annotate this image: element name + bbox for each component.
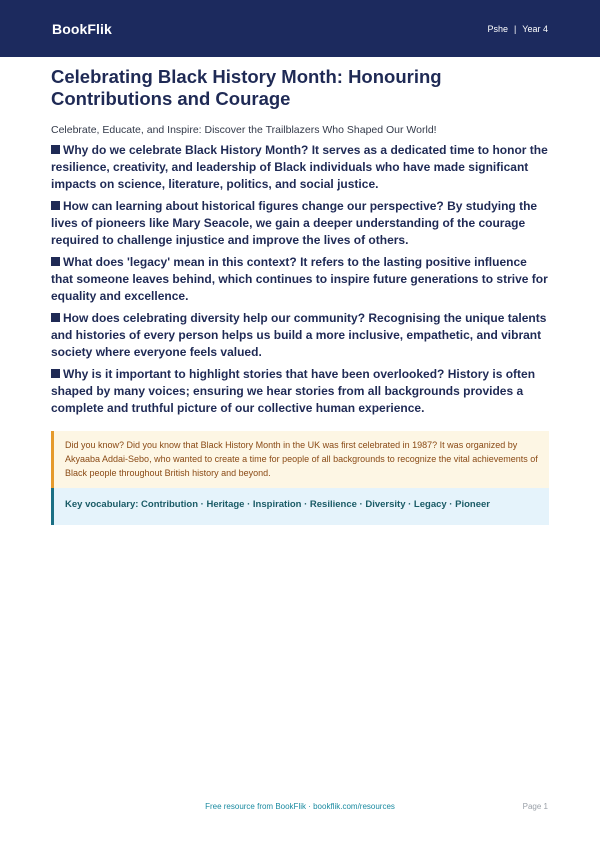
question-item	[51, 198, 549, 249]
question-item	[51, 366, 549, 417]
footer-credit-link[interactable]: Free resource from BookFlik · bookflik.com/resources	[205, 802, 395, 811]
question-text: Why is it important to highlight stories that have been overlooked? History is often shaped by many voices; ensuring we hear stories from all backgrounds provides a complete and truthful picture of our collective human experience.	[51, 367, 536, 415]
header-bar	[0, 0, 600, 57]
page-footer	[0, 802, 600, 814]
page-title: Celebrating Black History Month: Honouring Contributions and Courage	[51, 66, 442, 109]
question-text: Why do we celebrate Black History Month? It serves as a dedicated time to honor the resilience, creativity, and leadership of Black individuals who have made significant impacts on science, literature, politics, and social justice.	[51, 143, 548, 191]
square-bullet-icon	[51, 257, 60, 266]
header-meta	[487, 24, 548, 34]
did-you-know-box: Did you know? Did you know that Black History Month in the UK was first celebrated in 1987? It was organized by Akyaaba Addai-Sebo, who wanted to create a time for people of all backgrounds to recognize the vital achievements of Black people throughout British history and beyond.	[51, 431, 549, 488]
question-text: How can learning about historical figures change our perspective? By studying the lives of pioneers like Mary Seacole, we gain a deeper understanding of the courage required to challenge injustice and improve the lives of others.	[51, 199, 538, 247]
question-item	[51, 142, 549, 193]
question-list	[51, 142, 549, 417]
square-bullet-icon	[51, 313, 60, 322]
subject-label: Pshe	[487, 23, 508, 34]
question-text: How does celebrating diversity help our community? Recognising the unique talents and histories of every person helps us build a more inclusive, empathetic, and vibrant society where everyone feels valued.	[51, 311, 547, 359]
meta-separator: |	[513, 23, 517, 34]
page-subtitle: Celebrate, Educate, and Inspire: Discover the Trailblazers Who Shaped Our World!	[51, 124, 437, 136]
square-bullet-icon	[51, 369, 60, 378]
key-vocabulary-box: Key vocabulary: Contribution · Heritage · Inspiration · Resilience · Diversity · Legacy · Pioneer	[51, 488, 549, 525]
question-item	[51, 310, 549, 361]
square-bullet-icon	[51, 201, 60, 210]
brand-logo[interactable]: BookFlik	[52, 20, 112, 37]
worksheet-content	[51, 66, 549, 525]
question-text: What does 'legacy' mean in this context? It refers to the lasting positive influence that someone leaves behind, which continues to inspire future generations to strive for equality and excellence.	[51, 255, 548, 303]
square-bullet-icon	[51, 145, 60, 154]
question-item	[51, 254, 549, 305]
page-number: Page 1	[522, 802, 548, 811]
year-label: Year 4	[522, 23, 548, 34]
